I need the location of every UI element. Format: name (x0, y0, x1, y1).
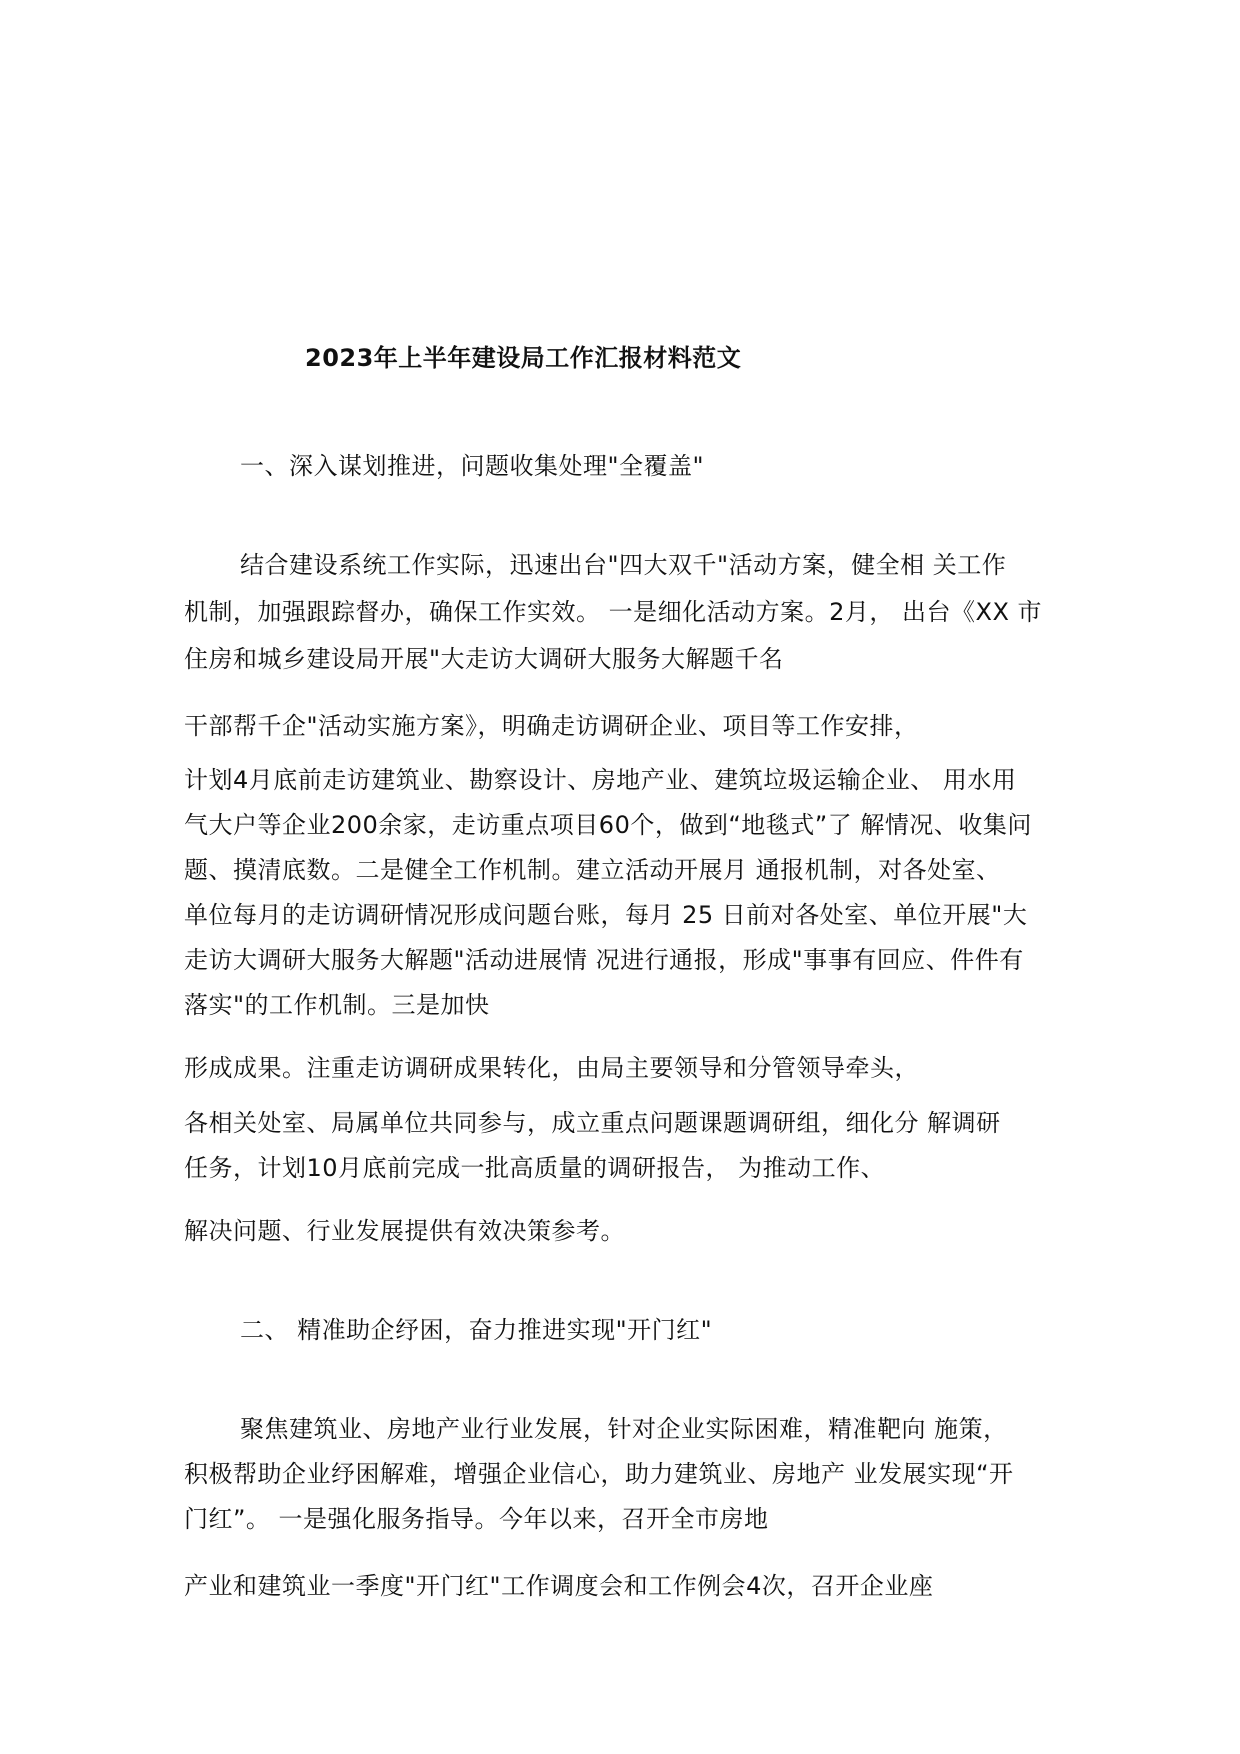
paragraph-line: 解决问题、行业发展提供有效决策参考。 (184, 1217, 625, 1245)
document-title: 2023年上半年建设局工作汇报材料范文 (305, 344, 742, 372)
paragraph-line: 落实"的工作机制。三是加快 (184, 991, 490, 1019)
paragraph-line: 干部帮千企"活动实施方案》，明确走访调研企业、项目等工作安排， (184, 712, 919, 740)
section-heading-2: 二、 精准助企纾困，奋力推进实现"开门红" (240, 1316, 713, 1344)
paragraph-line: 走访大调研大服务大解题"活动进展情 况进行通报，形成"事事有回应、件件有 (184, 946, 1024, 974)
paragraph-line: 题、摸清底数。二是健全工作机制。建立活动开展月 通报机制，对各处室、 (184, 856, 1001, 884)
paragraph-line: 机制，加强跟踪督办，确保工作实效。 一是细化活动方案。2月， 出台《XX 市 (184, 598, 1043, 626)
section-heading-1: 一、深入谋划推进，问题收集处理"全覆盖" (240, 452, 705, 480)
paragraph-line: 聚焦建筑业、房地产业行业发展，针对企业实际困难，精准靶向 施策， (240, 1415, 1008, 1443)
paragraph-line: 结合建设系统工作实际，迅速出台"四大双千"活动方案，健全相 关工作 (240, 551, 1007, 579)
paragraph-line: 积极帮助企业纾困解难，增强企业信心，助力建筑业、房地产 业发展实现“开 (184, 1460, 1014, 1488)
paragraph-line: 住房和城乡建设局开展"大走访大调研大服务大解题千名 (184, 645, 784, 673)
paragraph-line: 各相关处室、局属单位共同参与，成立重点问题课题调研组，细化分 解调研 (184, 1109, 1001, 1137)
paragraph-line: 门红”。 一是强化服务指导。今年以来，召开全市房地 (184, 1505, 769, 1533)
paragraph-line: 形成成果。注重走访调研成果转化，由局主要领导和分管领导牵头， (184, 1054, 919, 1082)
paragraph-line: 单位每月的走访调研情况形成问题台账，每月 25 日前对各处室、单位开展"大 (184, 901, 1028, 929)
paragraph-line: 计划4月底前走访建筑业、勘察设计、房地产业、建筑垃圾运输企业、 用水用 (184, 766, 1017, 794)
paragraph-line: 产业和建筑业一季度"开门红"工作调度会和工作例会4次，召开企业座 (184, 1572, 934, 1600)
paragraph-line: 任务，计划10月底前完成一批高质量的调研报告， 为推动工作、 (184, 1154, 886, 1182)
paragraph-line: 气大户等企业200余家，走访重点项目60个，做到“地毯式”了 解情况、收集问 (184, 811, 1032, 839)
